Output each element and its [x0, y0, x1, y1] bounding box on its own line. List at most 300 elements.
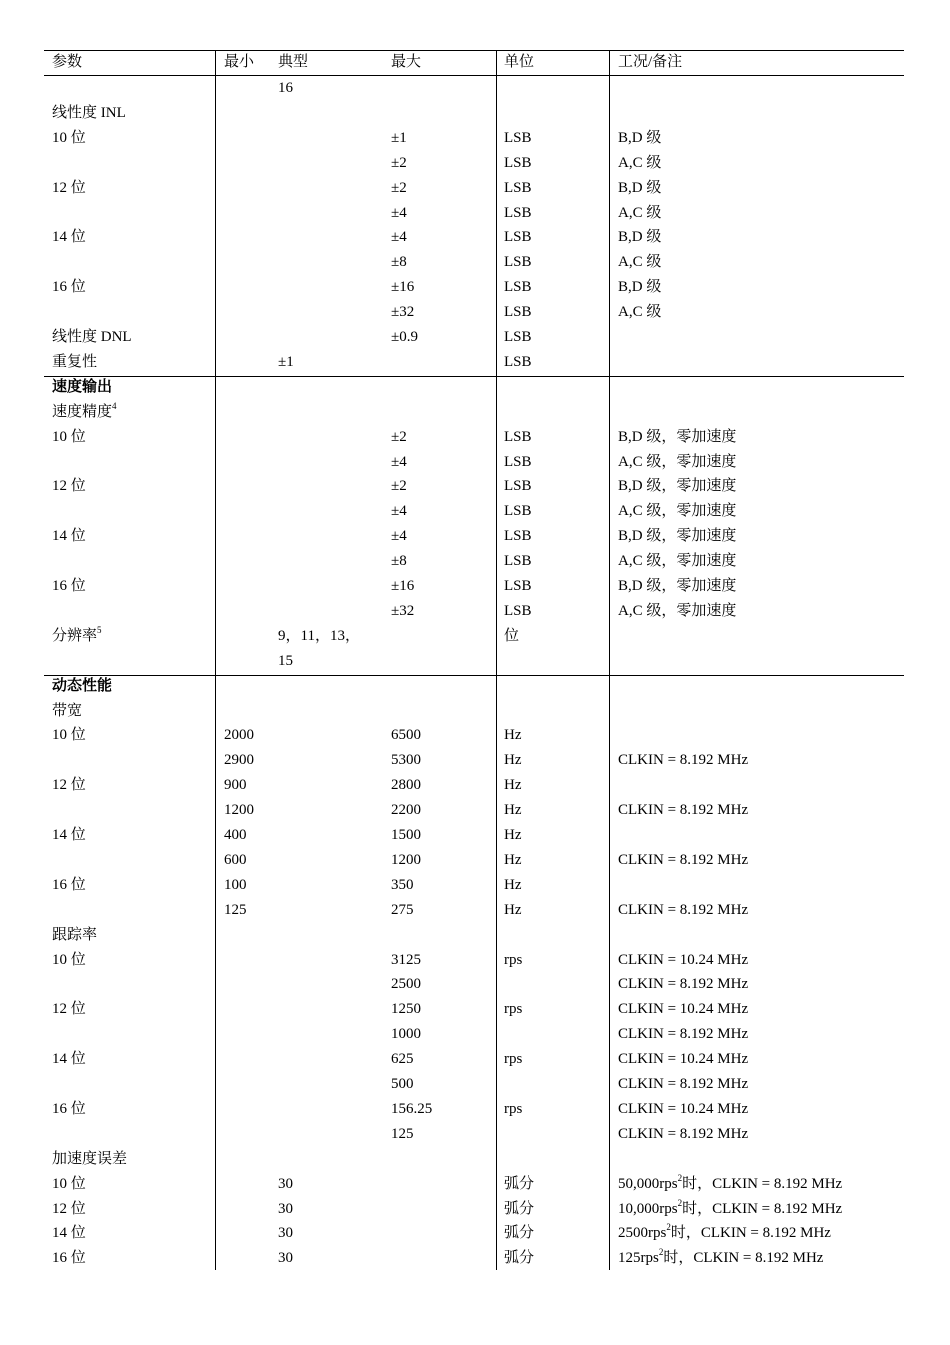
param-cell-text: 12 位 [52, 179, 86, 196]
note-cell [618, 1174, 842, 1194]
column-header-min-text: 最小 [224, 54, 255, 70]
param-cell [52, 128, 86, 148]
note-tail: 时，CLKIN = 8.192 MHz [670, 1225, 831, 1242]
unit-cell [504, 900, 522, 920]
min-cell [224, 750, 254, 770]
max-cell [391, 750, 421, 770]
unit-cell-text: Hz [504, 901, 522, 918]
note-cell-text: B,D 级 [618, 229, 662, 246]
max-cell [391, 327, 418, 347]
max-cell-text: 275 [391, 901, 414, 918]
max-cell-text: 625 [391, 1051, 414, 1068]
note-cell-text: A,C 级 [618, 254, 662, 271]
param-cell [52, 352, 97, 372]
param-cell [52, 526, 86, 546]
note-cell-text: CLKIN = 10.24 MHz [618, 951, 749, 968]
note-cell-text: CLKIN = 8.192 MHz [618, 1125, 749, 1142]
param-cell [52, 103, 126, 123]
note-cell-text: B,D 级，零加速度 [618, 528, 737, 545]
param-cell-text: 速度输出 [52, 378, 113, 395]
unit-cell-text: Hz [504, 802, 522, 819]
max-cell-text: 5300 [391, 752, 421, 769]
param-cell-text: 线性度 INL [52, 104, 126, 121]
max-cell-text: ±0.9 [391, 329, 418, 345]
min-cell [224, 825, 247, 845]
column-header-param-text: 参数 [52, 54, 83, 70]
max-cell-text: 1000 [391, 1026, 421, 1043]
note-cell-text: B,D 级 [618, 179, 662, 196]
note-cell [618, 526, 736, 546]
min-cell-text: 125 [224, 901, 247, 918]
max-cell [391, 900, 414, 920]
unit-cell-text: LSB [504, 602, 532, 619]
unit-cell [504, 999, 522, 1019]
note-tail: 时，CLKIN = 8.192 MHz [663, 1250, 824, 1267]
unit-cell [504, 1174, 534, 1194]
note-cell [618, 576, 736, 596]
unit-cell-text: LSB [504, 154, 532, 171]
param-cell-text: 14 位 [52, 229, 86, 246]
column-header-min [224, 52, 254, 72]
unit-cell-text: Hz [504, 752, 522, 769]
unit-cell [504, 501, 532, 521]
note-cell-text: CLKIN = 8.192 MHz [618, 1026, 749, 1043]
max-cell-text: ±2 [391, 478, 407, 495]
param-cell [52, 377, 112, 397]
unit-cell-text: LSB [504, 428, 532, 445]
unit-cell-text: rps [504, 1100, 523, 1117]
column-header-typ-text: 典型 [278, 54, 309, 70]
unit-cell [504, 576, 532, 596]
max-cell-text: 2200 [391, 802, 421, 819]
unit-cell-text: Hz [504, 827, 522, 843]
param-cell-text: 重复性 [52, 353, 98, 370]
param-cell-text: 分辨率 [52, 627, 98, 644]
note-cell-text: A,C 级，零加速度 [618, 553, 737, 570]
param-cell [52, 999, 86, 1019]
unit-cell [504, 277, 532, 297]
max-cell [391, 302, 414, 322]
max-cell-text: ±4 [391, 528, 407, 545]
note-cell [618, 974, 748, 994]
param-cell [52, 476, 86, 496]
column-header-param [52, 52, 82, 72]
unit-cell-text: rps [504, 1051, 523, 1068]
unit-cell-text: 弧分 [504, 1225, 535, 1242]
column-header-note [618, 52, 682, 72]
table-top-rule [44, 50, 904, 51]
param-cell-text: 跟踪率 [52, 926, 98, 943]
param-cell-text: 10 位 [52, 129, 86, 146]
min-cell [224, 775, 247, 795]
max-cell [391, 1124, 414, 1144]
note-cell-text: B,D 级 [618, 279, 662, 296]
max-cell [391, 427, 407, 447]
param-cell [52, 327, 132, 347]
param-cell-text: 16 位 [52, 578, 86, 594]
note-cell [618, 1223, 831, 1243]
max-cell [391, 153, 407, 173]
note-cell-text: B,D 级，零加速度 [618, 578, 737, 594]
param-cell [52, 1248, 86, 1268]
typical-cell [278, 1199, 293, 1219]
header-bottom-rule [44, 75, 904, 76]
unit-cell-text: LSB [504, 478, 532, 495]
exponent: 2 [658, 1247, 664, 1258]
note-cell [618, 1199, 842, 1219]
param-cell [52, 576, 86, 596]
note-cell-text: CLKIN = 8.192 MHz [618, 851, 749, 868]
max-cell [391, 825, 421, 845]
note-cell [618, 501, 736, 521]
max-cell-text: 1250 [391, 1001, 421, 1018]
exponent: 2 [677, 1197, 683, 1208]
note-cell-text: A,C 级，零加速度 [618, 453, 737, 470]
column-header-unit-text: 单位 [504, 54, 535, 70]
param-cell-text: 16 位 [52, 876, 86, 893]
note-cell [618, 427, 736, 447]
max-cell-text: ±16 [391, 578, 415, 594]
param-cell [52, 1223, 86, 1243]
param-cell-text: 16 位 [52, 1100, 86, 1117]
typical-cell-text: 30 [278, 1250, 293, 1267]
max-cell-text: 2500 [391, 976, 421, 993]
param-cell [52, 1149, 127, 1169]
note-cell [618, 1024, 748, 1044]
param-cell-text: 10 位 [52, 1175, 86, 1192]
footnote-ref: 4 [112, 400, 117, 411]
max-cell [391, 203, 407, 223]
param-cell-text: 16 位 [52, 279, 86, 296]
max-cell-text: ±8 [391, 553, 407, 570]
unit-cell [504, 725, 522, 745]
param-cell-text: 12 位 [52, 1200, 86, 1217]
unit-cell-text: LSB [504, 204, 532, 221]
max-cell-text: ±32 [391, 602, 415, 619]
min-cell [224, 875, 247, 895]
unit-cell [504, 800, 522, 820]
max-cell [391, 974, 421, 994]
unit-cell [504, 252, 532, 272]
min-cell-text: 2900 [224, 752, 254, 769]
note-cell-text: 10,000rps [618, 1200, 678, 1217]
column-header-max [391, 52, 421, 72]
param-cell [52, 701, 82, 721]
max-cell [391, 128, 407, 148]
note-tail: 时，CLKIN = 8.192 MHz [682, 1175, 843, 1192]
unit-cell-text: 位 [504, 627, 520, 644]
unit-cell [504, 452, 532, 472]
note-cell-text: B,D 级 [618, 129, 662, 146]
unit-cell-text: LSB [504, 254, 532, 271]
param-cell [52, 1099, 86, 1119]
typical-cell-text: 30 [278, 1200, 293, 1217]
max-cell [391, 725, 421, 745]
typical-cell [278, 1174, 293, 1194]
max-cell-text: 156.25 [391, 1100, 433, 1117]
typical-cell [278, 78, 293, 98]
param-cell [52, 1049, 86, 1069]
unit-cell-text: LSB [504, 528, 532, 545]
max-cell [391, 1024, 421, 1044]
max-cell [391, 476, 407, 496]
unit-cell [504, 327, 532, 347]
unit-cell-text: LSB [504, 453, 532, 470]
unit-cell-text: Hz [504, 876, 522, 893]
note-cell-text: CLKIN = 8.192 MHz [618, 901, 749, 918]
unit-cell-text: LSB [504, 229, 532, 246]
unit-cell-text: LSB [504, 553, 532, 570]
note-cell [618, 1124, 748, 1144]
unit-cell-text: Hz [504, 851, 522, 868]
unit-cell [504, 302, 532, 322]
unit-cell [504, 1099, 522, 1119]
note-cell [618, 1074, 748, 1094]
max-cell-text: 350 [391, 876, 414, 893]
typical-cell-text: ±1 [278, 353, 294, 370]
max-cell [391, 850, 421, 870]
param-cell-text: 带宽 [52, 702, 83, 719]
param-cell-text: 10 位 [52, 428, 86, 445]
param-cell-text: 10 位 [52, 951, 86, 968]
max-cell [391, 452, 407, 472]
typical-cell-text: 9，11，13， [278, 627, 360, 644]
note-cell-text: B,D 级，零加速度 [618, 478, 737, 495]
note-cell-text: CLKIN = 10.24 MHz [618, 1001, 749, 1018]
max-cell-text: ±8 [391, 254, 407, 271]
typical-cell-text: 30 [278, 1225, 293, 1242]
section-divider [44, 376, 904, 377]
note-cell [618, 227, 661, 247]
footnote-ref: 5 [97, 624, 102, 635]
note-cell [618, 153, 661, 173]
note-cell [618, 252, 661, 272]
note-cell [618, 750, 748, 770]
column-rule [496, 50, 497, 1270]
param-cell-text: 12 位 [52, 777, 86, 794]
note-cell-text: CLKIN = 10.24 MHz [618, 1100, 749, 1117]
unit-cell-text: Hz [504, 727, 522, 744]
typical-cell-text: 16 [278, 80, 293, 96]
max-cell-text: ±2 [391, 428, 407, 445]
unit-cell [504, 1223, 534, 1243]
max-cell [391, 1099, 432, 1119]
max-cell-text: ±2 [391, 179, 407, 196]
max-cell [391, 227, 407, 247]
unit-cell-text: 弧分 [504, 1175, 535, 1192]
max-cell [391, 1049, 414, 1069]
max-cell-text: ±32 [391, 304, 415, 321]
unit-cell-text: LSB [504, 179, 532, 196]
max-cell-text: ±4 [391, 503, 407, 520]
note-cell [618, 1049, 748, 1069]
max-cell-text: 125 [391, 1125, 414, 1142]
section-divider [44, 675, 904, 676]
param-cell-text: 14 位 [52, 827, 86, 843]
column-header-unit [504, 52, 534, 72]
unit-cell-text: rps [504, 951, 523, 968]
unit-cell [504, 775, 522, 795]
max-cell [391, 526, 407, 546]
column-header-note-text: 工况/备注 [618, 54, 683, 70]
note-cell [618, 178, 661, 198]
note-cell [618, 128, 661, 148]
typical-cell [278, 1248, 293, 1268]
max-cell-text: 1500 [391, 827, 421, 843]
param-cell [52, 402, 117, 422]
max-cell [391, 277, 414, 297]
unit-cell [504, 476, 532, 496]
param-cell-text: 14 位 [52, 528, 86, 545]
column-rule [609, 50, 610, 1270]
unit-cell [504, 352, 532, 372]
min-cell-text: 900 [224, 777, 247, 794]
unit-cell [504, 526, 532, 546]
param-cell-text: 动态性能 [52, 677, 113, 694]
min-cell-text: 400 [224, 827, 247, 843]
max-cell [391, 1074, 414, 1094]
unit-cell-text: LSB [504, 578, 532, 594]
unit-cell [504, 950, 522, 970]
exponent: 2 [677, 1172, 683, 1183]
max-cell [391, 800, 421, 820]
note-cell [618, 950, 748, 970]
max-cell-text: ±1 [391, 129, 407, 146]
min-cell-text: 2000 [224, 727, 254, 744]
typical-cell-text: 30 [278, 1175, 293, 1192]
param-cell-text: 12 位 [52, 478, 86, 495]
note-cell-text: B,D 级，零加速度 [618, 428, 737, 445]
typical-cell [278, 626, 360, 646]
max-cell-text: 3125 [391, 951, 421, 968]
param-cell-text: 14 位 [52, 1051, 86, 1068]
param-cell [52, 825, 86, 845]
min-cell [224, 725, 254, 745]
param-cell-text: 10 位 [52, 727, 86, 744]
unit-cell [504, 825, 522, 845]
typical-cell-text: 15 [278, 652, 293, 669]
param-cell [52, 925, 97, 945]
note-cell-text: CLKIN = 8.192 MHz [618, 752, 749, 769]
max-cell [391, 178, 407, 198]
param-cell-text: 速度精度 [52, 403, 113, 420]
note-cell [618, 277, 661, 297]
max-cell [391, 601, 414, 621]
note-cell-text: CLKIN = 8.192 MHz [618, 1076, 749, 1092]
note-cell [618, 850, 748, 870]
unit-cell [504, 427, 532, 447]
param-cell [52, 277, 86, 297]
max-cell-text: ±4 [391, 229, 407, 246]
typical-cell [278, 352, 294, 372]
min-cell [224, 800, 254, 820]
note-cell-text: 50,000rps [618, 1175, 678, 1192]
unit-cell [504, 750, 522, 770]
note-cell [618, 1248, 823, 1268]
max-cell [391, 576, 414, 596]
note-cell-text: 2500rps [618, 1225, 667, 1242]
unit-cell-text: LSB [504, 279, 532, 296]
param-cell-text: 14 位 [52, 1225, 86, 1242]
min-cell-text: 600 [224, 851, 247, 868]
unit-cell [504, 178, 532, 198]
note-cell [618, 900, 748, 920]
note-cell [618, 601, 736, 621]
typical-cell [278, 651, 293, 671]
param-cell-text: 16 位 [52, 1250, 86, 1267]
param-cell [52, 178, 86, 198]
max-cell [391, 875, 414, 895]
unit-cell [504, 203, 532, 223]
max-cell [391, 551, 407, 571]
unit-cell [504, 227, 532, 247]
unit-cell-text: LSB [504, 129, 532, 146]
max-cell [391, 999, 421, 1019]
unit-cell [504, 1049, 522, 1069]
max-cell [391, 501, 407, 521]
exponent: 2 [666, 1222, 671, 1233]
note-cell [618, 551, 736, 571]
param-cell [52, 427, 86, 447]
note-cell-text: CLKIN = 8.192 MHz [618, 976, 749, 993]
note-cell-text: A,C 级，零加速度 [618, 602, 737, 619]
note-cell [618, 302, 661, 322]
param-cell [52, 950, 86, 970]
unit-cell-text: 弧分 [504, 1200, 535, 1217]
param-cell-text: 线性度 DNL [52, 329, 132, 345]
min-cell-text: 1200 [224, 802, 254, 819]
param-cell [52, 725, 86, 745]
max-cell [391, 252, 407, 272]
max-cell-text: ±16 [391, 279, 415, 296]
unit-cell [504, 153, 532, 173]
param-cell [52, 626, 102, 646]
param-cell [52, 1199, 86, 1219]
column-rule [215, 50, 216, 1270]
unit-cell [504, 1199, 534, 1219]
typical-cell [278, 1223, 293, 1243]
param-cell-text: 加速度误差 [52, 1150, 128, 1167]
param-cell [52, 227, 86, 247]
unit-cell-text: LSB [504, 304, 532, 321]
note-cell-text: CLKIN = 10.24 MHz [618, 1051, 749, 1068]
max-cell-text: ±4 [391, 204, 407, 221]
param-cell-text: 12 位 [52, 1001, 86, 1018]
unit-cell [504, 551, 532, 571]
max-cell-text: 500 [391, 1076, 414, 1092]
note-cell [618, 1099, 748, 1119]
param-cell [52, 1174, 86, 1194]
note-cell-text: CLKIN = 8.192 MHz [618, 802, 749, 819]
max-cell-text: 1200 [391, 851, 421, 868]
max-cell-text: ±2 [391, 154, 407, 171]
max-cell-text: 6500 [391, 727, 421, 744]
unit-cell-text: LSB [504, 503, 532, 520]
param-cell [52, 676, 112, 696]
note-cell-text: A,C 级 [618, 304, 662, 321]
min-cell [224, 900, 247, 920]
unit-cell-text: Hz [504, 777, 522, 794]
note-tail: 时，CLKIN = 8.192 MHz [682, 1200, 843, 1217]
unit-cell-text: LSB [504, 353, 532, 370]
note-cell-text: A,C 级 [618, 154, 662, 171]
max-cell [391, 950, 421, 970]
unit-cell-text: rps [504, 1001, 523, 1018]
note-cell-text: 125rps [618, 1250, 659, 1267]
max-cell-text: 2800 [391, 777, 421, 794]
unit-cell [504, 1248, 534, 1268]
note-cell [618, 203, 661, 223]
